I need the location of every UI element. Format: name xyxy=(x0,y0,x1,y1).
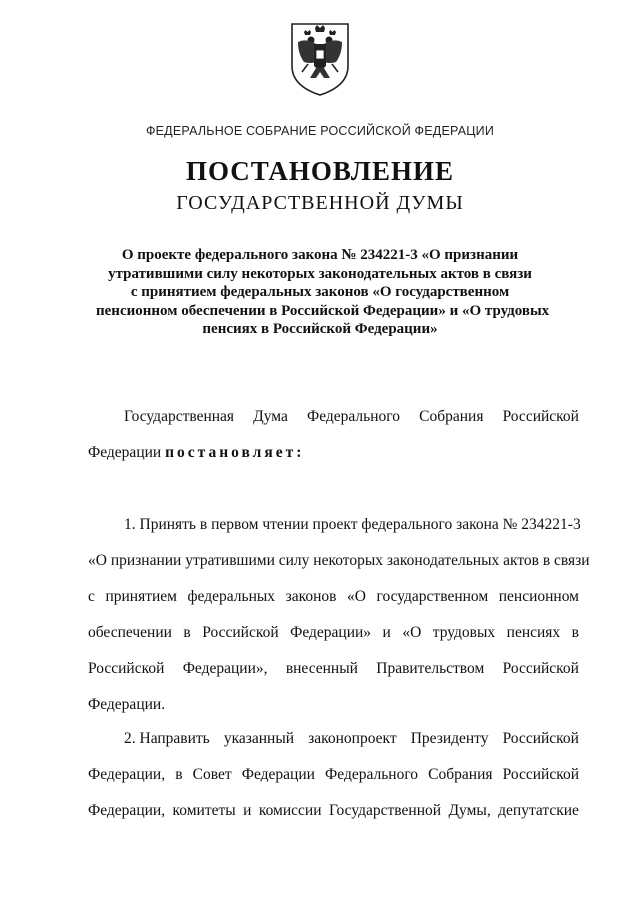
justified-line xyxy=(88,802,579,822)
word: трудовых xyxy=(432,624,496,641)
bill-title-line: утратившими силу некоторых законодательных актов в связи xyxy=(108,265,532,282)
word: Российской xyxy=(502,730,579,747)
word: и xyxy=(382,624,391,641)
word: Федерации xyxy=(241,766,315,783)
document-title: ПОСТАНОВЛЕНИЕ xyxy=(185,156,455,186)
word: Государственная xyxy=(124,408,235,425)
word: внесенный xyxy=(285,660,358,677)
word: Правительством xyxy=(376,660,485,677)
word: Собрания xyxy=(419,408,484,425)
word: государственном xyxy=(376,588,489,605)
word: обеспечении xyxy=(88,624,172,641)
word: с xyxy=(88,588,95,605)
bill-title xyxy=(96,246,550,339)
word: Федерального xyxy=(306,408,401,425)
point-1-line: «О признании утратившими силу некоторых законодательных актов в связи xyxy=(88,552,590,569)
word: принятием xyxy=(105,588,177,605)
word: в xyxy=(183,624,191,641)
word: комитеты xyxy=(172,802,236,819)
word: комиссии xyxy=(258,802,322,819)
bill-title-line: О проекте федерального закона № 234221-3 «О признании xyxy=(121,247,519,263)
justified-line xyxy=(88,766,579,786)
word: Федерации, xyxy=(88,802,166,819)
word: Российской xyxy=(502,660,579,677)
bill-title-line: пенсиях в Российской Федерации» xyxy=(202,321,438,337)
word: Государственной xyxy=(328,802,442,819)
document-subtitle: ГОСУДАРСТВЕННОЙ ДУМЫ xyxy=(176,192,464,214)
word: законопроект xyxy=(308,730,397,747)
justified-line xyxy=(88,408,579,428)
word: Собрания xyxy=(428,766,493,783)
word: пенсиях xyxy=(506,624,561,641)
word: Федерального xyxy=(325,766,419,783)
organization-name: ФЕДЕРАЛЬНОЕ СОБРАНИЕ РОССИЙСКОЙ ФЕДЕРАЦИИ xyxy=(145,124,495,138)
decree-verb: постановляет: xyxy=(165,444,305,461)
word: 2. Направить xyxy=(124,730,210,747)
word: «О xyxy=(346,588,366,605)
word: Российской xyxy=(502,408,579,425)
preamble-prefix: Федерации xyxy=(88,444,162,461)
word: «О xyxy=(402,624,422,641)
justified-line xyxy=(88,624,579,644)
bill-title-line: с принятием федеральных законов «О государственном xyxy=(130,284,510,300)
word: и xyxy=(243,802,252,819)
coat-of-arms-emblem xyxy=(286,18,354,98)
word: Российской xyxy=(502,766,579,783)
word: федеральных xyxy=(187,588,276,605)
word: Думы, xyxy=(448,802,491,819)
justified-line xyxy=(88,730,579,750)
justified-line xyxy=(88,588,579,608)
russian-coat-of-arms-icon xyxy=(286,18,354,98)
word: Дума xyxy=(253,408,288,425)
word: депутатские xyxy=(498,802,579,819)
word: в xyxy=(175,766,183,783)
word: Президенту xyxy=(410,730,489,747)
word: пенсионном xyxy=(498,588,579,605)
point-1-line: 1. Принять в первом чтении проект федерального закона № 234221-3 xyxy=(124,516,581,533)
word: Совет xyxy=(192,766,232,783)
word: указанный xyxy=(223,730,295,747)
word: законов xyxy=(285,588,337,605)
bill-title-line: пенсионном обеспечении в Российской Федерации» и «О трудовых xyxy=(96,302,550,319)
word: Федерации», xyxy=(182,660,268,677)
preamble-line-2 xyxy=(88,444,579,464)
word: Российской xyxy=(202,624,279,641)
word: Российской xyxy=(88,660,165,677)
word: Федерации» xyxy=(290,624,372,641)
word: Федерации, xyxy=(88,766,166,783)
justified-line xyxy=(88,660,579,680)
word: в xyxy=(571,624,579,641)
point-1-line: Федерации. xyxy=(88,696,166,713)
